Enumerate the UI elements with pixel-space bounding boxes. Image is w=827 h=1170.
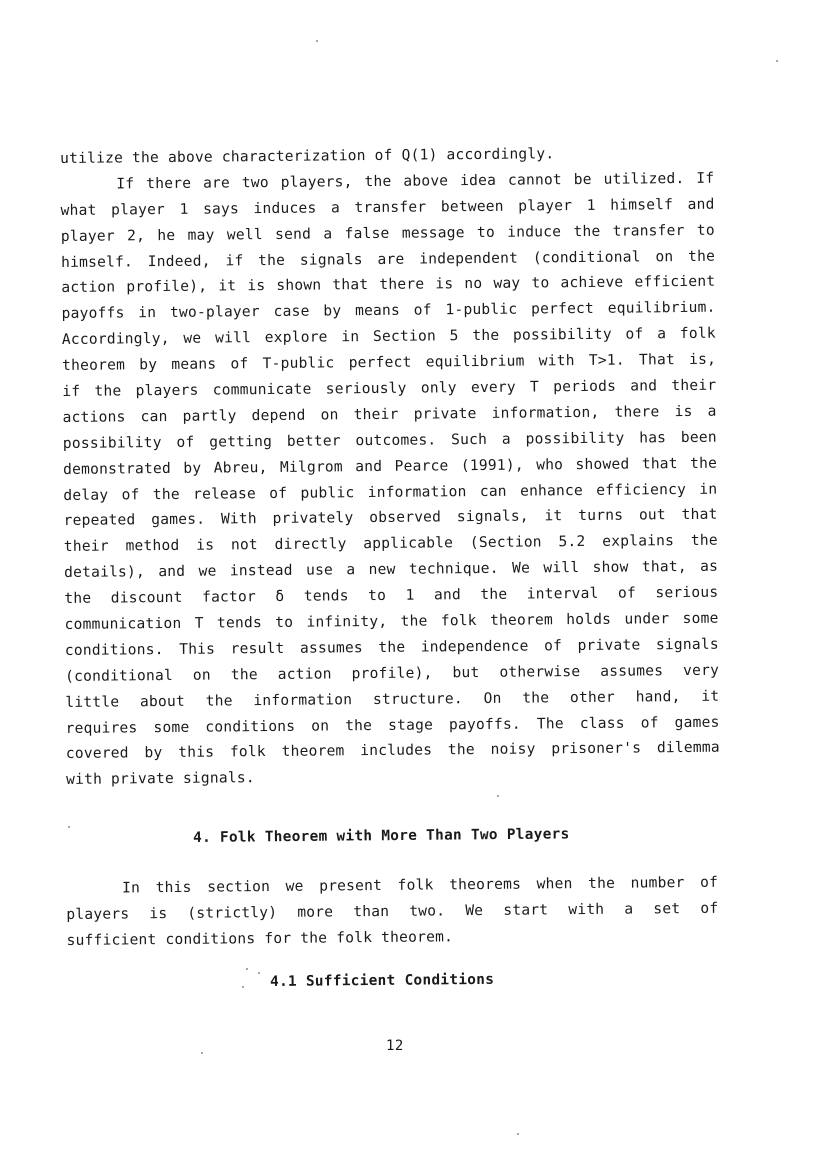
text-line: their method is not directly applicable (Section 5.2 explains the bbox=[63, 532, 718, 556]
text-line: (conditional on the action profile), but otherwise assumes very bbox=[65, 661, 720, 685]
scan-speck bbox=[316, 40, 318, 42]
text-line: himself. Indeed, if the signals are independent (conditional on the bbox=[61, 247, 716, 271]
text-line: delay of the release of public information can enhance efficiency in bbox=[63, 480, 718, 504]
text-line: demonstrated by Abreu, Milgrom and Pearce (1991), who showed that the bbox=[63, 454, 718, 478]
subsection-heading: 4.1 Sufficient Conditions bbox=[270, 971, 495, 990]
scan-speck bbox=[201, 1052, 203, 1054]
text-line: details), and we instead use a new technique. We will show that, as bbox=[64, 557, 719, 582]
text-line: communication T tends to infinity, the folk theorem holds under some bbox=[64, 609, 719, 634]
text-line: little about the information structure. On the other hand, it bbox=[65, 687, 720, 711]
scan-speck bbox=[242, 986, 244, 988]
section-heading: 4. Folk Theorem with More Than Two Players bbox=[193, 826, 570, 846]
scan-speck bbox=[246, 968, 248, 970]
paragraph-section-intro bbox=[66, 870, 719, 954]
text-line: Accordingly, we will explore in Section 5 the possibility of a folk bbox=[61, 324, 716, 349]
scan-speck bbox=[776, 60, 778, 62]
text-line: the discount factor δ tends to 1 and the interval of serious bbox=[64, 583, 719, 608]
text-line: possibility of getting better outcomes. Such a possibility has been bbox=[62, 428, 717, 452]
text-line: covered by this folk theorem includes the noisy prisoner's dilemma bbox=[65, 739, 720, 763]
text-line: payoffs in two-player case by means of 1-public perfect equilibrium. bbox=[61, 299, 716, 323]
text-line: actions can partly depend on their private information, there is a bbox=[62, 402, 717, 426]
text-line: if the players communicate seriously only every T periods and their bbox=[62, 376, 717, 401]
text-line: utilize the above characterization of Q(1) accordingly. bbox=[60, 145, 555, 167]
text-line: players is (strictly) more than two. We start with a set of bbox=[66, 899, 719, 923]
text-line: with private signals. bbox=[66, 769, 255, 789]
text-line: requires some conditions on the stage payoffs. The class of games bbox=[65, 713, 720, 737]
paragraph-continuation bbox=[60, 140, 720, 794]
text-line: what player 1 says induces a transfer between player 1 himself and bbox=[60, 195, 715, 219]
page-number: 12 bbox=[386, 1038, 404, 1054]
text-line: theorem by means of T-public perfect equilibrium with T>1. That is, bbox=[62, 350, 717, 375]
text-line: action profile), it is shown that there is no way to achieve efficient bbox=[61, 273, 716, 297]
text-line: If there are two players, the above idea cannot be utilized. If bbox=[116, 169, 715, 193]
scan-speck bbox=[68, 826, 70, 828]
scan-speck bbox=[258, 972, 260, 974]
text-line: sufficient conditions for the folk theorem. bbox=[66, 928, 454, 949]
text-line: conditions. This result assumes the independence of private signals bbox=[64, 635, 719, 659]
text-line: repeated games. With privately observed signals, it turns out that bbox=[63, 506, 718, 530]
scan-speck bbox=[517, 1133, 519, 1135]
text-line: player 2, he may well send a false message to induce the transfer to bbox=[60, 221, 715, 245]
scan-speck bbox=[497, 795, 499, 797]
text-line: In this section we present folk theorems when the number of bbox=[122, 873, 719, 897]
